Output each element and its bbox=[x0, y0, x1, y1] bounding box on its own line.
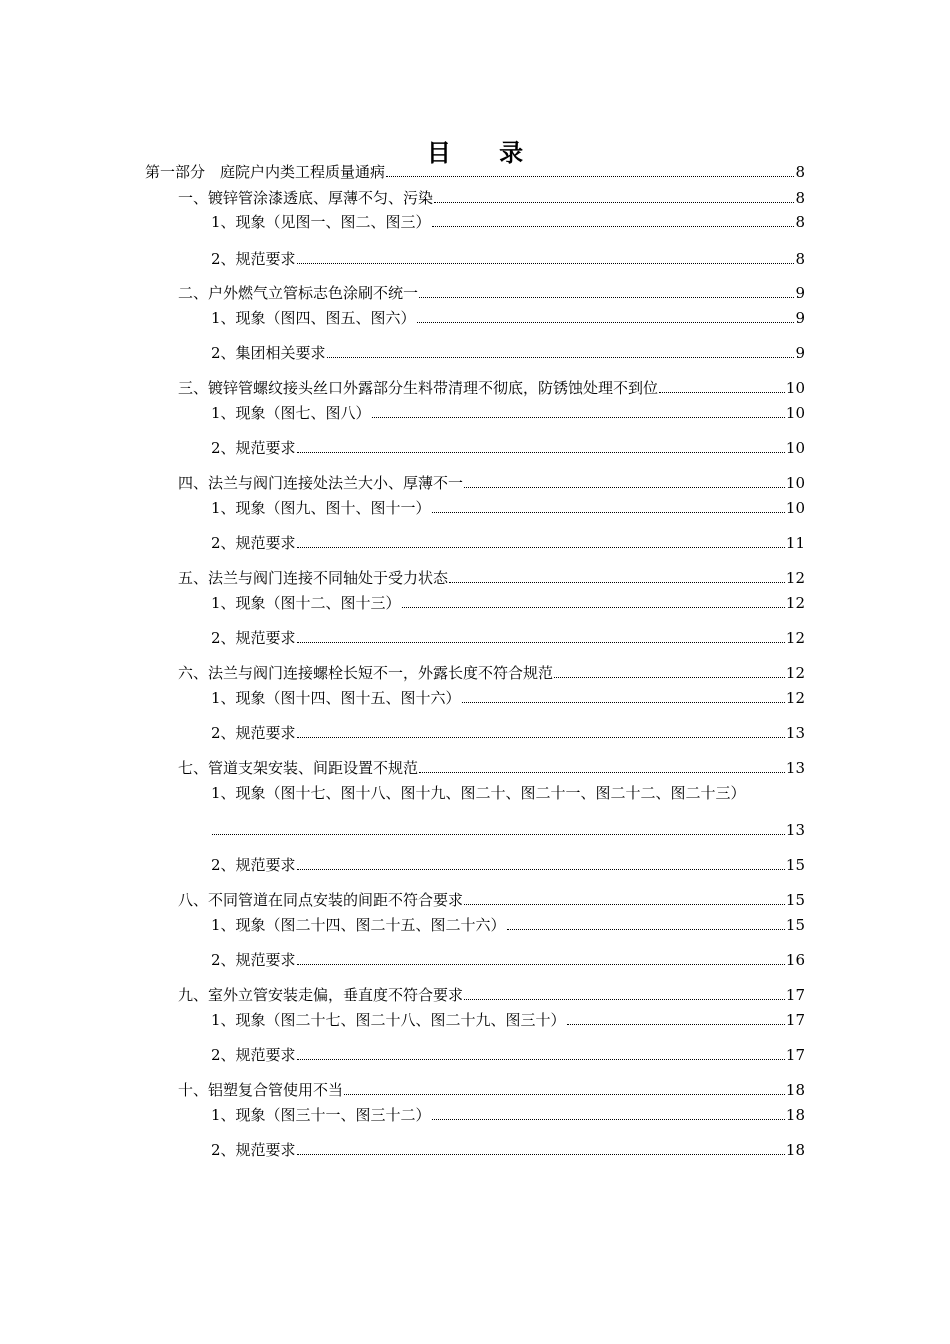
toc-subsection-entry[interactable] bbox=[211, 403, 805, 423]
toc-page-number: 8 bbox=[795, 213, 805, 231]
toc-page-number: 10 bbox=[785, 379, 805, 397]
toc-page-number: 12 bbox=[785, 689, 805, 707]
toc-entry-text: 2、规范要求 bbox=[211, 250, 296, 268]
toc-page-number: 10 bbox=[785, 474, 805, 492]
dot-leader bbox=[449, 582, 785, 583]
dot-leader bbox=[567, 1024, 785, 1025]
toc-page-number: 9 bbox=[795, 284, 805, 302]
dot-leader bbox=[464, 487, 785, 488]
dot-leader bbox=[297, 964, 785, 965]
toc-subsection-entry[interactable] bbox=[211, 249, 805, 269]
toc-subsection-entry[interactable] bbox=[211, 212, 805, 232]
toc-subsection-entry[interactable] bbox=[211, 855, 805, 875]
toc-section-entry[interactable] bbox=[178, 758, 805, 778]
toc-entry-text: 2、集团相关要求 bbox=[211, 344, 326, 362]
toc-entry-text: 2、规范要求 bbox=[211, 724, 296, 742]
toc-subsection-entry[interactable] bbox=[211, 308, 805, 328]
dot-leader bbox=[327, 357, 795, 358]
toc-page-number: 16 bbox=[785, 951, 805, 969]
toc-entry-text: 2、规范要求 bbox=[211, 1046, 296, 1064]
toc-entry-text: 1、现象（图三十一、图三十二） bbox=[211, 1106, 431, 1124]
dot-leader bbox=[344, 1094, 785, 1095]
toc-page-number: 18 bbox=[785, 1106, 805, 1124]
dot-leader bbox=[659, 392, 785, 393]
toc-section-entry[interactable] bbox=[178, 663, 805, 683]
dot-leader bbox=[554, 677, 785, 678]
toc-entry-text: 九、室外立管安装走偏，垂直度不符合要求 bbox=[178, 986, 464, 1004]
toc-page-number: 17 bbox=[785, 1011, 805, 1029]
dot-leader bbox=[372, 417, 785, 418]
dot-leader bbox=[432, 1119, 785, 1120]
toc-entry-text: 1、现象（见图一、图二、图三） bbox=[211, 213, 431, 231]
dot-leader bbox=[462, 702, 785, 703]
toc-page-number: 17 bbox=[785, 1046, 805, 1064]
toc-page-number: 18 bbox=[785, 1141, 805, 1159]
dot-leader bbox=[297, 642, 785, 643]
toc-entry-text: 十、铝塑复合管使用不当 bbox=[178, 1081, 344, 1099]
toc-page-number: 13 bbox=[785, 759, 805, 777]
toc-entry-text: 四、法兰与阀门连接处法兰大小、厚薄不一 bbox=[178, 474, 464, 492]
toc-entry[interactable] bbox=[211, 820, 805, 840]
dot-leader bbox=[297, 869, 785, 870]
toc-page-number: 13 bbox=[785, 821, 805, 839]
toc-entry-text: 七、管道支架安装、间距设置不规范 bbox=[178, 759, 419, 777]
toc-entry-text: 第一部分 庭院户内类工程质量通病 bbox=[145, 163, 386, 181]
toc-section-entry[interactable] bbox=[178, 473, 805, 493]
toc-page-number: 12 bbox=[785, 664, 805, 682]
toc-page-number: 12 bbox=[785, 594, 805, 612]
toc-page-number: 10 bbox=[785, 439, 805, 457]
toc-page-number: 8 bbox=[795, 189, 805, 207]
toc-subsection-entry[interactable] bbox=[211, 498, 805, 518]
toc-entry-text: 三、镀锌管螺纹接头丝口外露部分生料带清理不彻底，防锈蚀处理不到位 bbox=[178, 379, 659, 397]
toc-subsection-entry[interactable] bbox=[211, 1045, 805, 1065]
dot-leader bbox=[297, 547, 785, 548]
dot-leader bbox=[432, 512, 785, 513]
toc-subsection-entry[interactable] bbox=[211, 950, 805, 970]
dot-leader bbox=[434, 202, 794, 203]
toc-page-number: 15 bbox=[785, 891, 805, 909]
toc-entry-text: 五、法兰与阀门连接不同轴处于受力状态 bbox=[178, 569, 449, 587]
toc-subsection-entry[interactable] bbox=[211, 593, 805, 613]
toc-page-number: 8 bbox=[795, 163, 805, 181]
toc-entry-text: 2、规范要求 bbox=[211, 439, 296, 457]
toc-page-number: 12 bbox=[785, 629, 805, 647]
toc-part-entry[interactable] bbox=[145, 162, 805, 182]
dot-leader bbox=[297, 1059, 785, 1060]
toc-subsection-entry[interactable] bbox=[211, 1010, 805, 1030]
dot-leader bbox=[419, 297, 794, 298]
toc-section-entry[interactable] bbox=[178, 1080, 805, 1100]
dot-leader bbox=[419, 772, 785, 773]
toc-subsection-entry[interactable] bbox=[211, 688, 805, 708]
dot-leader bbox=[464, 904, 785, 905]
dot-leader bbox=[297, 737, 785, 738]
toc-section-entry[interactable] bbox=[178, 890, 805, 910]
toc-section-entry[interactable] bbox=[178, 985, 805, 1005]
toc-entry-text: 2、规范要求 bbox=[211, 951, 296, 969]
toc-page-number: 9 bbox=[795, 344, 805, 362]
toc-page-number: 12 bbox=[785, 569, 805, 587]
toc-page-number: 13 bbox=[785, 724, 805, 742]
toc-page-number: 10 bbox=[785, 499, 805, 517]
dot-leader bbox=[297, 263, 795, 264]
toc-subsection-entry[interactable] bbox=[211, 438, 805, 458]
toc-section-entry[interactable] bbox=[178, 283, 805, 303]
toc-subsection-entry[interactable] bbox=[211, 628, 805, 648]
toc-entry-text: 1、现象（图四、图五、图六） bbox=[211, 309, 416, 327]
toc-entry-text: 一、镀锌管涂漆透底、厚薄不匀、污染 bbox=[178, 189, 434, 207]
dot-leader bbox=[212, 834, 785, 835]
toc-entry-text: 1、现象（图十四、图十五、图十六） bbox=[211, 689, 461, 707]
toc-entry-text: 八、不同管道在同点安装的间距不符合要求 bbox=[178, 891, 464, 909]
toc-page-number: 11 bbox=[785, 534, 805, 552]
toc-page-number: 15 bbox=[785, 916, 805, 934]
toc-entry-text: 1、现象（图二十四、图二十五、图二十六） bbox=[211, 916, 506, 934]
toc-entry-text: 二、户外燃气立管标志色涂刷不统一 bbox=[178, 284, 419, 302]
toc-entry-text: 2、规范要求 bbox=[211, 1141, 296, 1159]
toc-entry-text: 1、现象（图十二、图十三） bbox=[211, 594, 401, 612]
toc-entry-text[interactable]: 1、现象（图十七、图十八、图十九、图二十、图二十一、图二十二、图二十三） bbox=[211, 784, 746, 802]
toc-entry-text: 2、规范要求 bbox=[211, 629, 296, 647]
toc-entry-text: 2、规范要求 bbox=[211, 534, 296, 552]
toc-page-number: 8 bbox=[795, 250, 805, 268]
toc-entry-text: 1、现象（图二十七、图二十八、图二十九、图三十） bbox=[211, 1011, 566, 1029]
toc-page-number: 18 bbox=[785, 1081, 805, 1099]
dot-leader bbox=[386, 176, 794, 177]
toc-subsection-entry[interactable] bbox=[211, 1140, 805, 1160]
toc-entry-text: 1、现象（图九、图十、图十一） bbox=[211, 499, 431, 517]
dot-leader bbox=[297, 1154, 785, 1155]
toc-entry-text: 六、法兰与阀门连接螺栓长短不一，外露长度不符合规范 bbox=[178, 664, 554, 682]
toc-page-number: 10 bbox=[785, 404, 805, 422]
toc-subsection-entry[interactable] bbox=[211, 723, 805, 743]
toc-subsection-entry[interactable] bbox=[211, 533, 805, 553]
dot-leader bbox=[507, 929, 785, 930]
toc-title: 目 录 bbox=[426, 138, 544, 167]
dot-leader bbox=[297, 452, 785, 453]
toc-page-number: 15 bbox=[785, 856, 805, 874]
toc-section-entry[interactable] bbox=[178, 568, 805, 588]
toc-subsection-entry[interactable] bbox=[211, 915, 805, 935]
dot-leader bbox=[464, 999, 785, 1000]
toc-subsection-entry[interactable] bbox=[211, 1105, 805, 1125]
dot-leader bbox=[432, 226, 795, 227]
toc-section-entry[interactable] bbox=[178, 188, 805, 208]
toc-page-number: 17 bbox=[785, 986, 805, 1004]
toc-section-entry[interactable] bbox=[178, 378, 805, 398]
dot-leader bbox=[402, 607, 785, 608]
toc-subsection-entry[interactable] bbox=[211, 343, 805, 363]
toc-entry-text: 1、现象（图七、图八） bbox=[211, 404, 371, 422]
toc-entry-text: 2、规范要求 bbox=[211, 856, 296, 874]
toc-page-number: 9 bbox=[795, 309, 805, 327]
dot-leader bbox=[417, 322, 795, 323]
